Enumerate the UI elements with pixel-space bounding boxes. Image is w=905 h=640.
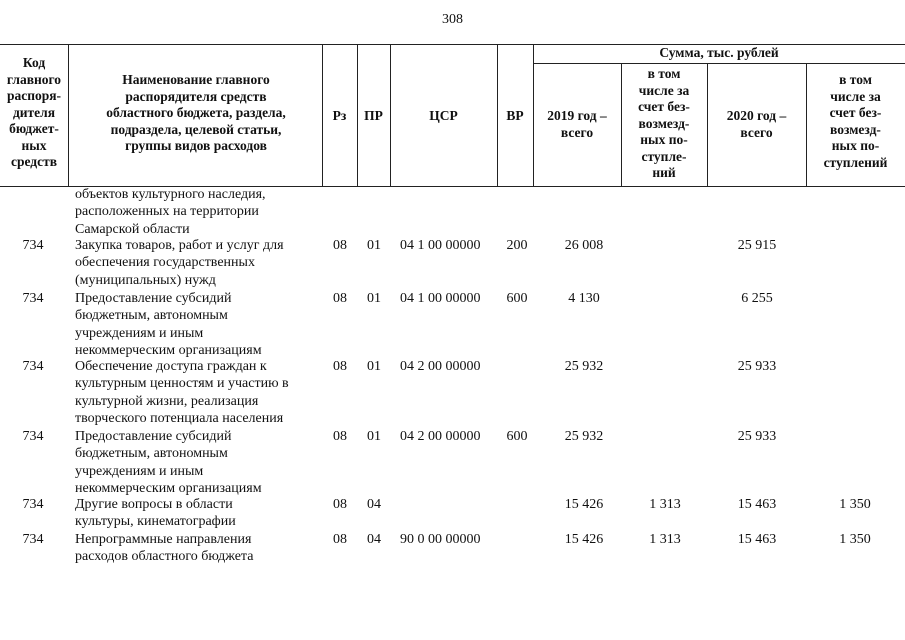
row-pr: 04 bbox=[367, 497, 381, 512]
row-csr: 90 0 00 00000 bbox=[400, 532, 481, 547]
row-vr: 200 bbox=[506, 238, 528, 253]
row-rz: 08 bbox=[333, 359, 347, 374]
row-vr: 600 bbox=[506, 429, 528, 444]
header-line: ных bbox=[21, 137, 47, 153]
row-csr: 04 1 00 00000 bbox=[400, 238, 481, 253]
header-line: счет без- bbox=[829, 105, 882, 120]
row-csr: 04 1 00 00000 bbox=[400, 291, 481, 306]
header-pr: ПР bbox=[364, 108, 383, 123]
row-rz: 08 bbox=[333, 497, 347, 512]
row-code: 734 bbox=[22, 497, 44, 512]
header-line: ступлений bbox=[823, 154, 888, 170]
carryover-name bbox=[75, 186, 266, 238]
header-2020-total bbox=[707, 108, 806, 141]
row-sum-2019: 4 130 bbox=[568, 291, 600, 306]
row-pr: 01 bbox=[367, 429, 381, 444]
row-sum-2019: 25 932 bbox=[564, 429, 604, 444]
row-free-2019: 1 313 bbox=[649, 532, 681, 547]
row-code: 734 bbox=[22, 238, 44, 253]
header-2019-free bbox=[621, 66, 707, 182]
row-name-line: культуры, кинематографии bbox=[75, 514, 236, 530]
row-sum-2019: 15 426 bbox=[564, 497, 604, 512]
header-line: 2020 год – bbox=[726, 108, 787, 123]
row-code: 734 bbox=[22, 359, 44, 374]
row-sum-2020: 15 463 bbox=[737, 532, 777, 547]
row-name-line: некоммерческим организациям bbox=[75, 480, 262, 496]
header-line: возмезд- bbox=[638, 115, 690, 131]
row-code: 734 bbox=[22, 532, 44, 547]
row-name bbox=[75, 428, 262, 497]
row-pr: 04 bbox=[367, 532, 381, 547]
row-name-line: учреждениям и иным bbox=[75, 325, 204, 341]
row-sum-2020: 25 915 bbox=[737, 238, 777, 253]
row-name-line: Предоставление субсидий bbox=[75, 291, 232, 306]
row-code: 734 bbox=[22, 429, 44, 444]
column-divider bbox=[68, 44, 69, 186]
sum-header-rule bbox=[533, 63, 905, 64]
row-sum-2019: 26 008 bbox=[564, 238, 604, 253]
row-name-line: расходов областного бюджета bbox=[75, 549, 254, 565]
row-name bbox=[75, 496, 236, 531]
header-2019-total bbox=[533, 108, 621, 141]
header-line: ступле- bbox=[641, 148, 687, 164]
header-line: подраздела, целевой статьи, bbox=[110, 121, 282, 137]
row-pr: 01 bbox=[367, 238, 381, 253]
header-line: дителя bbox=[12, 104, 56, 120]
header-line: ний bbox=[652, 165, 676, 180]
header-line: числе за bbox=[638, 82, 690, 98]
header-rz: Рз bbox=[332, 108, 347, 123]
header-line: главного bbox=[6, 71, 62, 87]
row-pr: 01 bbox=[367, 359, 381, 374]
row-name-line: Закупка товаров, работ и услуг для bbox=[75, 238, 284, 253]
header-line: в том bbox=[647, 66, 681, 81]
header-line: объектов культурного наследия, bbox=[75, 187, 266, 202]
header-line: средств bbox=[10, 154, 58, 169]
header-code bbox=[0, 55, 68, 171]
header-line: ных по- bbox=[640, 132, 688, 147]
row-rz: 08 bbox=[333, 238, 347, 253]
row-sum-2020: 6 255 bbox=[741, 291, 773, 306]
header-name bbox=[70, 72, 322, 155]
row-name-line: Предоставление субсидий bbox=[75, 429, 232, 444]
header-2020-free bbox=[806, 72, 905, 171]
row-name-line: культурной жизни, реализация bbox=[75, 393, 259, 409]
header-line: ных по- bbox=[831, 138, 880, 153]
row-rz: 08 bbox=[333, 429, 347, 444]
row-rz: 08 bbox=[333, 291, 347, 306]
row-name-line: Обеспечение доступа граждан к bbox=[75, 359, 267, 374]
row-name bbox=[75, 531, 253, 566]
row-free-2020: 1 350 bbox=[839, 497, 871, 512]
row-name bbox=[75, 237, 284, 289]
header-line: 2019 год – bbox=[547, 108, 607, 123]
header-line: группы видов расходов bbox=[125, 138, 267, 153]
row-code: 734 bbox=[22, 291, 44, 306]
header-line: всего bbox=[560, 124, 594, 140]
row-name-line: бюджетным, автономным bbox=[75, 308, 228, 324]
row-name bbox=[75, 358, 289, 427]
row-sum-2020: 15 463 bbox=[737, 497, 777, 512]
header-line: Наименование главного bbox=[122, 72, 270, 87]
row-rz: 08 bbox=[333, 532, 347, 547]
header-line: в том bbox=[839, 72, 872, 87]
header-sum: Сумма, тыс. рублей bbox=[659, 45, 779, 60]
row-csr: 04 2 00 00000 bbox=[400, 429, 481, 444]
row-name-line: обеспечения государственных bbox=[75, 255, 255, 271]
header-line: областного бюджета, раздела, bbox=[106, 105, 286, 120]
header-line: числе за bbox=[830, 88, 881, 104]
header-line: счет без- bbox=[638, 99, 690, 114]
header-csr: ЦСР bbox=[429, 108, 458, 123]
row-free-2020: 1 350 bbox=[839, 532, 871, 547]
header-line: всего bbox=[740, 124, 773, 140]
row-name-line: бюджетным, автономным bbox=[75, 446, 228, 462]
header-line: Самарской области bbox=[75, 221, 190, 237]
row-sum-2020: 25 933 bbox=[737, 359, 777, 374]
row-csr: 04 2 00 00000 bbox=[400, 359, 481, 374]
row-name-line: (муниципальных) нужд bbox=[75, 272, 216, 288]
row-name-line: Другие вопросы в области bbox=[75, 497, 233, 512]
header-line: расположенных на территории bbox=[75, 204, 259, 220]
row-pr: 01 bbox=[367, 291, 381, 306]
row-vr: 600 bbox=[506, 291, 528, 306]
row-free-2019: 1 313 bbox=[649, 497, 681, 512]
header-line: бюджет- bbox=[9, 121, 59, 136]
row-name-line: Непрограммные направления bbox=[75, 532, 252, 547]
row-sum-2020: 25 933 bbox=[737, 429, 777, 444]
header-line: распоря- bbox=[6, 88, 62, 103]
page-number: 308 bbox=[442, 12, 463, 27]
header-line: возмезд- bbox=[830, 121, 881, 137]
header-vr: ВР bbox=[506, 108, 524, 123]
row-sum-2019: 25 932 bbox=[564, 359, 604, 374]
row-name-line: некоммерческим организациям bbox=[75, 342, 262, 358]
row-sum-2019: 15 426 bbox=[564, 532, 604, 547]
row-name bbox=[75, 290, 262, 359]
header-line: распорядителя средств bbox=[125, 88, 267, 104]
header-line: Код bbox=[22, 55, 46, 70]
row-name-line: учреждениям и иным bbox=[75, 463, 204, 479]
row-name-line: творческого потенциала населения bbox=[75, 410, 284, 426]
row-name-line: культурным ценностям и участию в bbox=[75, 376, 289, 392]
